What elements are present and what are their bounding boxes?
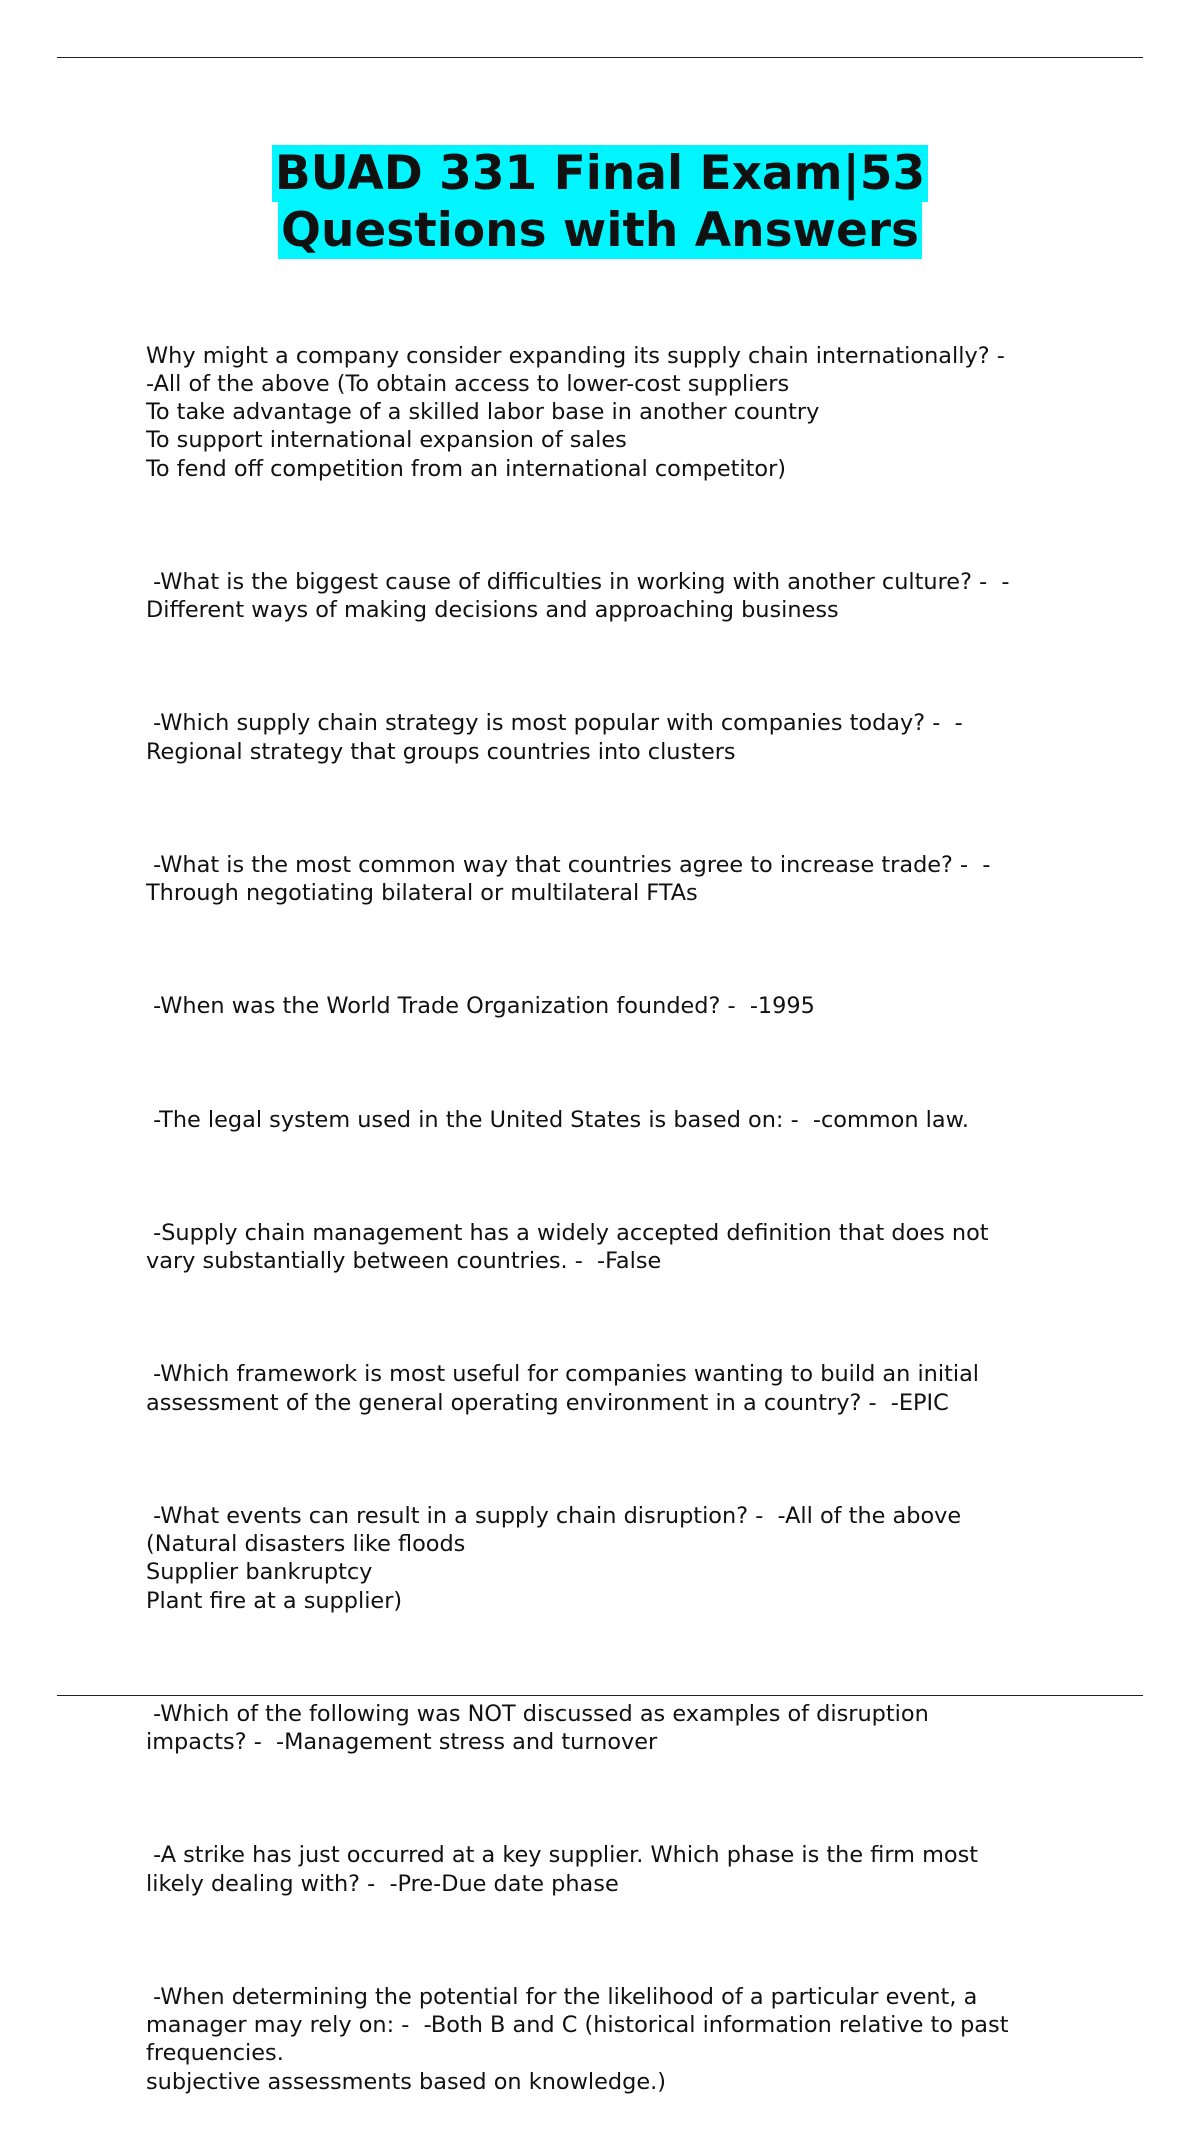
qa-item: -Supply chain management has a widely accepted definition that does not vary substantially between countries. - -False	[146, 1219, 989, 1275]
title-line-1: BUAD 331 Final Exam|53	[272, 145, 928, 202]
bottom-divider	[57, 1695, 1143, 1696]
document-title	[0, 145, 1200, 259]
qa-item: -What events can result in a supply chain disruption? - -All of the above (Natural disasters like floods Supplier bankruptcy Plant fire at a supplier)	[146, 1502, 962, 1614]
qa-item: -What is the most common way that countries agree to increase trade? - - Through negotiating bilateral or multilateral FTAs	[146, 851, 991, 907]
qa-list	[146, 285, 1091, 2153]
qa-item: -Which of the following was NOT discussed as examples of disruption impacts? - -Management stress and turnover	[146, 1700, 929, 1756]
qa-item: -Which supply chain strategy is most popular with companies today? - - Regional strategy that groups countries into clusters	[146, 710, 963, 765]
qa-item: -When determining the potential for the likelihood of a particular event, a manager may rely on: - -Both B and C (historical information relative to past frequencies. subjective assessments based on knowledge.)	[146, 1983, 1009, 2095]
qa-item: -When was the World Trade Organization founded? - -1995	[146, 993, 815, 1020]
qa-item: Why might a company consider expanding its supply chain internationally? - -All of the above (To obtain access to lower-cost suppliers To take advantage of a skilled labor base in another country To support international expansion of sales To fend off competition from an international competitor)	[146, 342, 1005, 482]
top-divider	[57, 57, 1143, 58]
qa-item: -What is the biggest cause of difficulties in working with another culture? - - Different ways of making decisions and approaching business	[146, 568, 1010, 624]
qa-item: -The legal system used in the United States is based on: - -common law.	[146, 1106, 969, 1133]
title-line-2: Questions with Answers	[278, 202, 922, 259]
qa-item: -Which framework is most useful for companies wanting to build an initial assessment of the general operating environment in a country? - -EPIC	[146, 1361, 980, 1416]
qa-item: -A strike has just occurred at a key supplier. Which phase is the firm most likely dealing with? - -Pre-Due date phase	[146, 1842, 979, 1897]
